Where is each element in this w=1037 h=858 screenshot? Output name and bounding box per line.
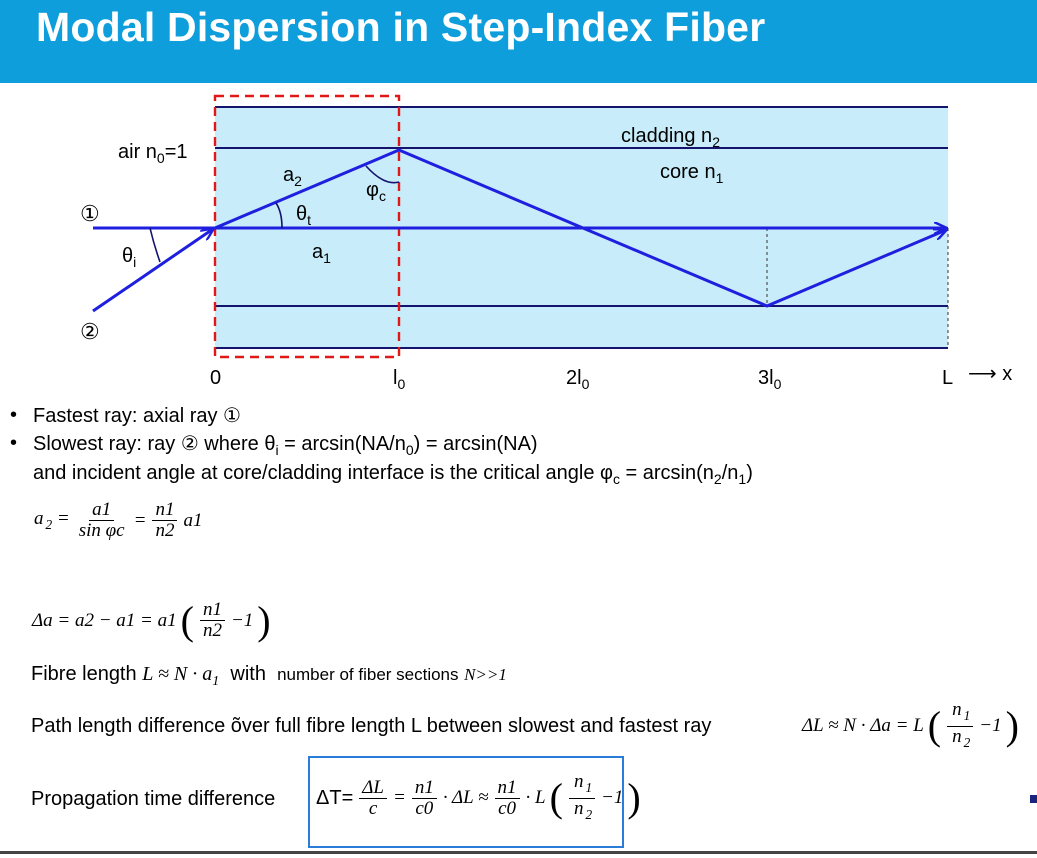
a2-label: $a_2$ — [283, 164, 302, 189]
tick-l0: $l_0$ — [393, 367, 406, 392]
bullet-critical-angle: and incident angle at core/cladding interface is the critical angle $\varphi_c = \arcsin(n_2/n_1)$ — [33, 462, 753, 487]
bottom-divider — [0, 851, 1037, 854]
equation-a2: a $_2$ = $\frac{a1}{\text{sin φc}}$ = $\frac{n1}{n2}$ a1 — [34, 499, 203, 541]
theta-t-label: $\theta_t$ — [296, 203, 312, 228]
theta-i-label: $\theta_i$ — [122, 245, 137, 270]
bullet-slowest: Slowest ray: ray ② where $\theta_i = \arcsin(NA/n_0) = \arcsin(NA)$ — [33, 433, 538, 458]
fiber-diagram — [0, 0, 1037, 400]
bullet-dot: • — [10, 404, 18, 426]
core-label: core $n_1$ — [660, 161, 724, 186]
path-length-equation: ΔL ≈ N · Δa = L ( $\frac{n _1}{n _2}$ −1 ) — [802, 699, 1019, 750]
a1-label: $a_1$ — [312, 241, 331, 266]
bullet-fastest: Fastest ray: axial ray ① — [33, 405, 241, 427]
bullet-dot: • — [10, 432, 18, 454]
phi-c-label: $\varphi_c$ — [366, 179, 386, 204]
air-label: air $n_0=1$ — [118, 141, 188, 166]
tick-0: 0 — [210, 367, 222, 389]
tick-L: L — [942, 367, 954, 389]
fibre-length-line: Fibre length $L \approx N \cdot a_1$ with number of fiber sections N>>1 — [31, 663, 507, 689]
page-title: Modal Dispersion in Step-Index Fiber — [36, 4, 766, 50]
cladding-label: cladding $n_2$ — [621, 125, 720, 150]
equation-delta-a: Δa = a2 − a1 = a1 ( $\frac{n1}{n2}$ −1 ) — [32, 597, 271, 643]
propagation-equation: ΔT= $\frac{\Delta L}{c}$ = $\frac{n1}{c0}$ · ΔL ≈ $\frac{n1}{c0}$ · L ( $\frac{n _1}{n _2}$ −1 ) — [316, 771, 641, 822]
slide-edge-marker — [1030, 795, 1037, 803]
x-axis-arrow: ⟶ x — [968, 363, 1013, 385]
path-length-line: Path length difference õver full fibre length L between slowest and fastest ray — [31, 715, 712, 737]
ray1-marker: ① — [80, 201, 100, 226]
propagation-label: Propagation time difference — [31, 788, 276, 810]
tick-2l0: $2l_0$ — [566, 367, 590, 392]
ray2-marker: ② — [80, 319, 100, 344]
theta-i-arc — [150, 228, 160, 262]
tick-3l0: $3l_0$ — [758, 367, 782, 392]
